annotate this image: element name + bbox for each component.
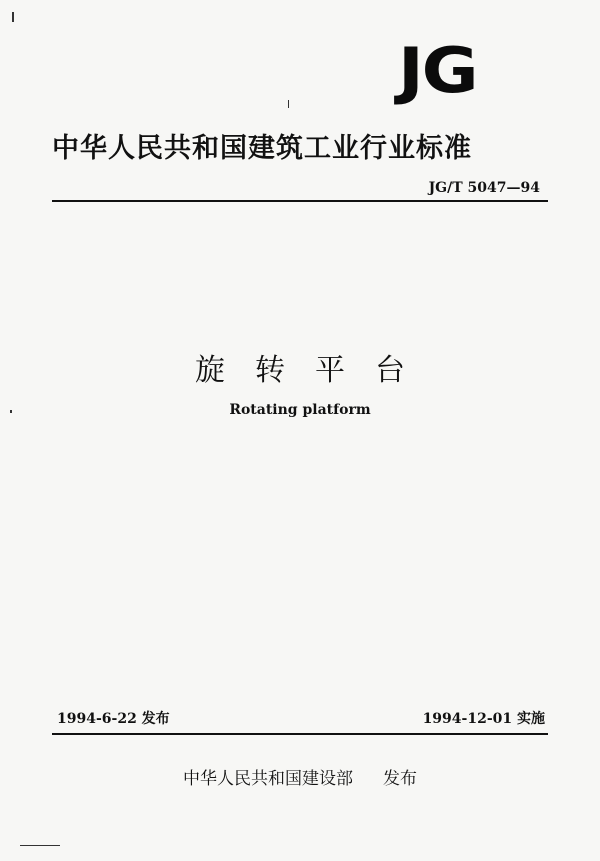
standard-code: JG/T 5047—94 xyxy=(428,180,540,196)
footer-divider xyxy=(52,733,548,735)
header-divider xyxy=(52,200,548,202)
jg-logo: JG xyxy=(398,34,477,107)
scan-mark xyxy=(20,845,60,846)
issuer-name: 中华人民共和国建设部 xyxy=(183,769,353,789)
issuer-action: 发布 xyxy=(383,769,417,789)
scan-mark xyxy=(288,100,289,108)
document-title-chinese: 旋转平台 xyxy=(195,353,435,388)
issuer-line xyxy=(0,764,600,789)
document-title-english: Rotating platform xyxy=(229,402,371,418)
standard-body-heading: 中华人民共和国建筑工业行业标准 xyxy=(52,133,472,164)
issue-date: 1994-6-22 发布 xyxy=(57,711,170,727)
scan-mark xyxy=(12,12,14,22)
implementation-date: 1994-12-01 实施 xyxy=(422,711,545,727)
scan-mark xyxy=(10,410,12,413)
